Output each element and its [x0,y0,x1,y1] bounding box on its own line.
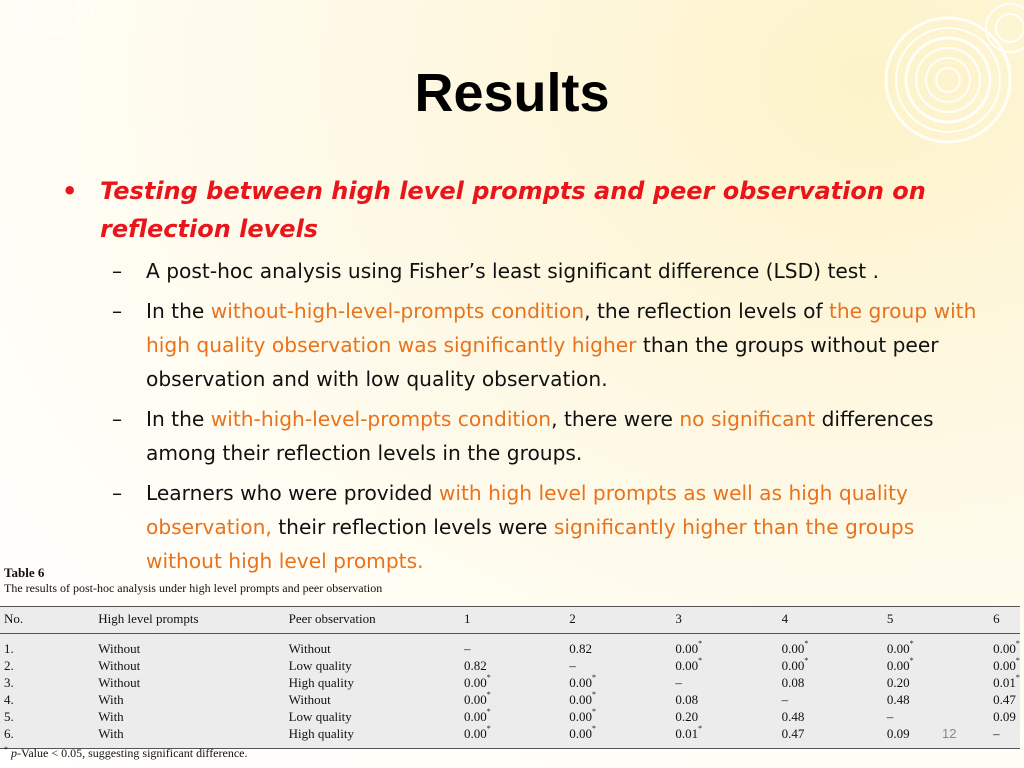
slide-title: Results [414,63,610,123]
table-cell [989,674,1020,691]
table-cell: Without [288,692,331,707]
significance-marker: * [698,639,703,648]
table-cell [565,725,671,749]
cell-value: 0.00 [569,692,592,707]
table-cell [989,634,1020,658]
table-header-row [0,607,1020,634]
cell-value: 0.00 [781,641,805,656]
table-cell: 2. [4,658,14,673]
cell-value: 0.00 [993,658,1016,673]
cell-value: 0.00 [569,726,592,741]
table-cell: 0.47 [993,692,1016,707]
table-cell: 5. [4,709,14,724]
table-cell [460,725,565,749]
cell-value: 0.00 [675,641,699,656]
cell-value: 0.00 [463,709,487,724]
footnote-text: -Value < 0.05, suggesting significant difference. [17,746,248,760]
table-cell [460,708,565,725]
sub-bullet-4-text-c: their reflection levels were [271,515,554,539]
main-bullet-text: Testing between high level prompts and peer observation on reflection levels [100,177,926,243]
significance-marker: * [698,656,703,665]
sub-bullet-2-text-a: In the [146,299,211,323]
table-cell [565,691,671,708]
table-cell: 0.48 [886,692,910,707]
table-cell [778,657,883,674]
table-header-cell: 1 [463,611,471,626]
significance-marker: * [591,673,596,682]
significance-marker: * [804,656,809,665]
significance-marker: * [591,707,596,716]
table-header-cell: Peer observation [288,611,376,626]
significance-marker: * [486,690,491,699]
table-row [0,657,1020,674]
table-cell: 0.09 [993,709,1016,724]
significance-marker: * [486,707,491,716]
table-cell: – [781,692,789,707]
table-header-cell: 2 [569,611,576,626]
table-cell: 6. [0,725,94,749]
page-number: 12 [942,726,957,741]
cell-value: 0.00 [569,675,592,690]
significance-marker: * [591,690,596,699]
table-cell: – [463,641,471,656]
significance-marker: * [486,673,491,682]
dash-marker: – [112,407,123,431]
footnote-p: p [11,746,17,760]
significance-marker: * [591,724,596,733]
table-cell [460,674,565,691]
sub-bullet-3-highlight-1: with-high-level-prompts condition [210,407,552,431]
dash-marker: – [112,259,123,283]
table-cell: – [569,658,576,673]
table-cell [778,634,883,658]
table-cell: Low quality [288,658,352,673]
table-cell: 0.48 [781,709,805,724]
bullet-marker: • [62,177,78,205]
table-cell [671,634,777,658]
table-cell [565,674,671,691]
significance-marker: * [698,724,703,733]
significance-marker: * [909,639,914,648]
table-cell: 0.47 [778,725,883,749]
sub-bullet-3-text-a: In the [146,407,211,431]
table-cell: Without [98,658,141,673]
table-cell: With [98,692,124,707]
cell-value: 0.01 [993,675,1016,690]
table-cell [883,634,989,658]
sub-bullet-4-highlight-1: with high level prompts as well as high quality observation, [146,481,908,539]
table-cell: 4. [4,692,14,707]
table-row [0,674,1020,691]
sub-bullet-2-highlight-1: without-high-level-prompts condition [210,299,585,323]
dash-marker: – [112,299,123,323]
table-cell: 0.20 [675,709,699,724]
table-cell: – [989,725,1020,749]
table-cell [671,657,777,674]
table-row [0,634,1020,658]
cell-value: 0.01 [675,726,699,741]
significance-marker: * [1015,673,1020,682]
cell-value: 0.00 [675,658,699,673]
table-header-cell: 6 [993,611,1000,626]
sub-bullet-2-highlight-2: the group with high quality observation was significantly higher [146,299,977,357]
cell-value: 0.00 [781,658,805,673]
sub-bullet-4-text-a: Learners who were provided [146,481,439,505]
sub-bullet-3-highlight-2: no significant [679,407,816,431]
significance-marker: * [1015,656,1020,665]
cell-value: 0.00 [463,726,487,741]
sub-bullet-3 [62,402,982,470]
dash-marker: – [112,481,123,505]
table-cell: 0.82 [463,658,487,673]
significance-marker: * [486,724,491,733]
table-cell: 0.82 [569,641,592,656]
table-header-cell: 3 [675,611,682,626]
cell-value: 0.00 [886,658,910,673]
results-table-figure [0,564,1024,749]
table-cell: High quality [285,725,460,749]
table-header-cell: 4 [781,611,789,626]
cell-value: 0.00 [463,675,487,690]
bullet-list [62,172,982,578]
footnote-marker: * [4,745,8,754]
table-cell [883,657,989,674]
table-row [0,708,1020,725]
cell-value: 0.00 [993,641,1016,656]
significance-marker: * [1015,639,1020,648]
sub-bullet-4 [62,476,982,578]
table-cell: Without [98,675,141,690]
sub-bullet-3-text-c: , there were [551,407,680,431]
significance-marker: * [804,639,809,648]
table-cell: – [675,675,682,690]
table-label: Table 6 [4,565,45,580]
table-cell: With [98,709,124,724]
table-cell: Without [98,641,141,656]
table-cell: High quality [288,675,354,690]
table-header-cell: High level prompts [98,611,199,626]
main-bullet [62,172,982,248]
table-cell: 0.08 [675,692,699,707]
table-cell: 3. [4,675,14,690]
table-cell: 0.08 [781,675,805,690]
table-cell [671,725,777,749]
table-header-cell: 5 [886,611,894,626]
table-row [0,691,1020,708]
sub-bullet-1-text: A post-hoc analysis using Fisher’s least significant difference (LSD) test . [146,259,880,283]
table-cell: With [94,725,284,749]
table-cell [989,657,1020,674]
sub-bullet-4-highlight-2: significantly higher than the groups without high level prompts. [146,515,915,573]
table-cell [565,708,671,725]
sub-bullet-2-text-e: than the groups without peer observation and with low quality observation. [146,333,939,391]
table-cell: 1. [4,641,14,656]
cell-value: 0.00 [886,641,910,656]
post-hoc-table [0,606,1020,749]
table-cell: Without [288,641,331,656]
table-cell: Low quality [288,709,352,724]
table-caption: The results of post-hoc analysis under high level prompts and peer observation [4,581,383,595]
sub-bullet-2-text-c: , the reflection levels of [584,299,829,323]
table-cell: – [886,709,894,724]
significance-marker: * [909,656,914,665]
sub-bullet-1 [62,254,982,288]
table-header-cell: No. [4,611,24,626]
cell-value: 0.00 [463,692,487,707]
table-row [0,725,1020,749]
table-footnote [4,746,247,761]
cell-value: 0.00 [569,709,592,724]
table-cell: 0.09 [883,725,989,749]
sub-bullet-3-text-e: differences among their reflection levels in the groups. [146,407,934,465]
table-cell [460,691,565,708]
sub-bullet-2 [62,294,982,396]
table-cell: 0.20 [886,675,910,690]
